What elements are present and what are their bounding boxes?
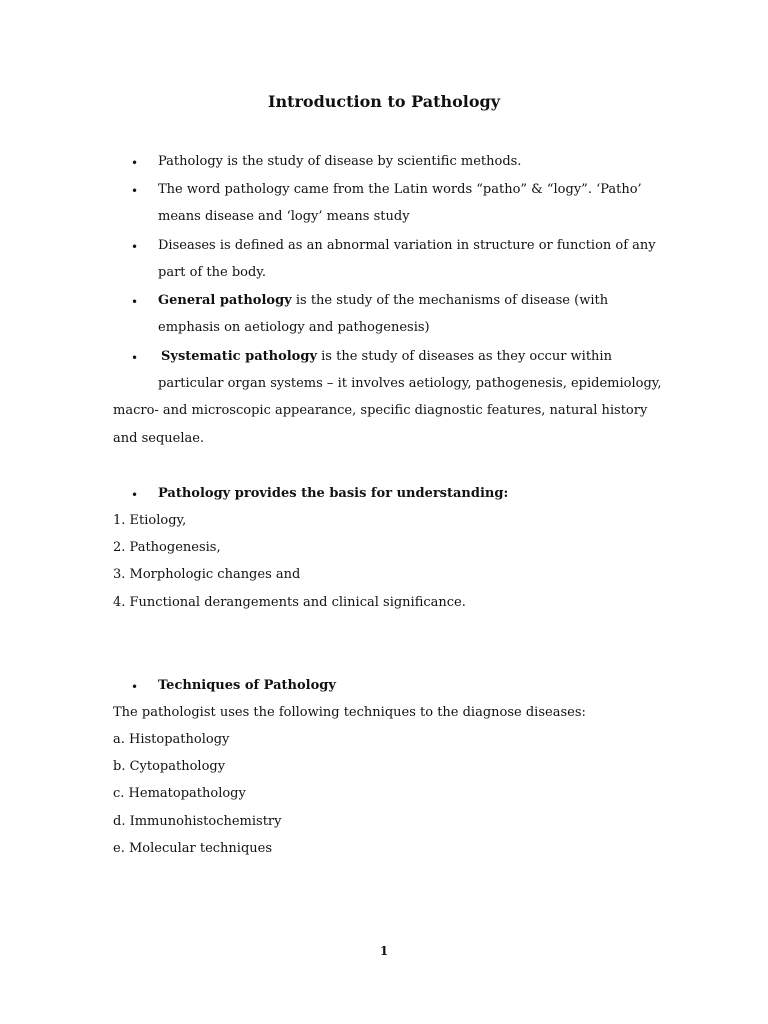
term-systematic-pathology: Systematic pathology (161, 349, 317, 364)
list-item: a. Histopathology (113, 732, 230, 747)
list-item: 3. Morphologic changes and (113, 567, 301, 582)
list-item: d. Immunohistochemistry (113, 814, 282, 829)
techniques-intro: The pathologist uses the following techniques to the diagnose diseases: (113, 705, 586, 720)
list-item: b. Cytopathology (113, 759, 226, 774)
bullet-text (161, 349, 612, 365)
term-general-pathology: General pathology (158, 293, 292, 308)
bullet-text-continued: macro- and microscopic appearance, specific diagnostic features, natural history (113, 403, 648, 418)
bullet-text: Diseases is defined as an abnormal variation in structure or function of any (158, 238, 656, 253)
bullet-text: The word pathology came from the Latin words “patho” & “logy”. ‘Patho’ (158, 182, 642, 197)
bullet-text-continued: emphasis on aetiology and pathogenesis) (158, 320, 430, 335)
bullet-text (158, 293, 608, 309)
bullet-text-continued: particular organ systems – it involves aetiology, pathogenesis, epidemiology, (158, 376, 662, 391)
list-item: 1. Etiology, (113, 513, 187, 528)
list-item: 4. Functional derangements and clinical significance. (113, 595, 466, 610)
page-number: 1 (379, 944, 389, 958)
bullet-icon: • (131, 156, 139, 170)
bullet-icon: • (131, 488, 139, 502)
definition-text: is the study of diseases as they occur within (317, 349, 612, 364)
bullet-text-continued: part of the body. (158, 265, 267, 280)
definition-text: is the study of the mechanisms of disease (with (291, 293, 609, 308)
bullet-icon: • (131, 295, 139, 309)
bullet-text-continued: means disease and ‘logy’ means study (158, 209, 410, 224)
list-item: e. Molecular techniques (113, 841, 273, 856)
page-title: Introduction to Pathology (267, 92, 501, 111)
bullet-icon: • (131, 680, 139, 694)
bullet-icon: • (131, 240, 139, 254)
list-item: c. Hematopathology (113, 786, 246, 801)
bullet-text: Pathology is the study of disease by scientific methods. (158, 154, 522, 169)
bullet-icon: • (131, 351, 139, 365)
bullet-text-continued: and sequelae. (113, 431, 205, 446)
list-item: 2. Pathogenesis, (113, 540, 221, 555)
bullet-icon: • (131, 184, 139, 198)
section-heading-basis: Pathology provides the basis for understanding: (158, 486, 509, 501)
section-heading-techniques: Techniques of Pathology (158, 678, 336, 693)
